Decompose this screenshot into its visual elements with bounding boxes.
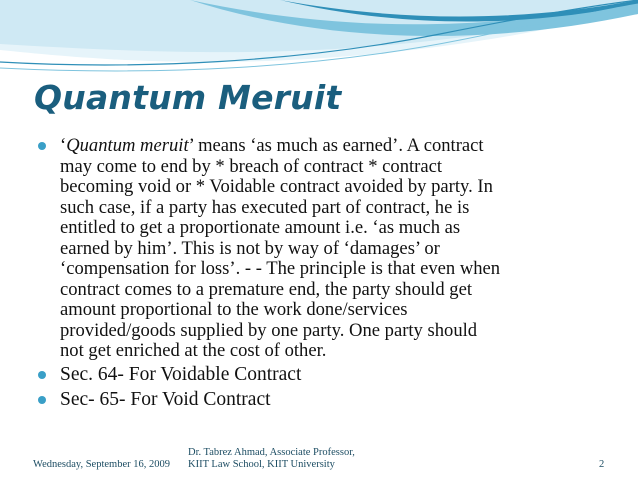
bullet-line: such case, if a party has executed part of contract, he is xyxy=(60,196,470,218)
bullet-line: becoming void or * Voidable contract avoided by party. In xyxy=(60,176,493,197)
bullet-quantum-meruit-definition xyxy=(36,136,596,362)
bullet-sec-64 xyxy=(36,363,596,387)
bullet-dot-icon xyxy=(38,396,46,404)
bullet-text: Sec. 64- For Voidable Contract xyxy=(60,363,302,385)
bullet-line: amount proportional to the work done/services xyxy=(60,299,408,320)
bullet-line: earned by him’. This is not by way of ‘damages’ or xyxy=(60,237,440,259)
bullet-italic-term: Quantum meruit xyxy=(66,135,189,156)
bullet-line: entitled to get a proportionate amount i.e. ‘as much as xyxy=(60,217,461,238)
bullet-line: ‘Quantum meruit’ means ‘as much as earned’. A contract xyxy=(60,135,484,156)
bullet-list xyxy=(36,136,596,412)
bullet-line: may come to end by * breach of contract * contract xyxy=(60,155,443,177)
bullet-sec-65 xyxy=(36,388,596,412)
bullet-line: contract comes to a premature end, the party should get xyxy=(60,278,473,300)
bullet-line: ‘compensation for loss’. - - The principle is that even when xyxy=(60,258,501,279)
bullet-dot-icon xyxy=(38,142,46,150)
bullet-line: provided/goods supplied by one party. One party should xyxy=(60,319,478,341)
header-wave-decoration xyxy=(0,0,638,90)
bullet-text: Sec- 65- For Void Contract xyxy=(60,388,271,410)
bullet-dot-icon xyxy=(38,371,46,379)
footer-author xyxy=(188,447,355,471)
footer-author-line: KIIT Law School, KIIT University xyxy=(188,459,335,470)
footer-author-line: Dr. Tabrez Ahmad, Associate Professor, xyxy=(188,447,355,458)
bullet-line: not get enriched at the cost of other. xyxy=(60,340,327,361)
footer-date: Wednesday, September 16, 2009 xyxy=(33,459,170,470)
page-number: 2 xyxy=(599,459,605,470)
slide-title: Quantum Meruit xyxy=(34,78,342,117)
